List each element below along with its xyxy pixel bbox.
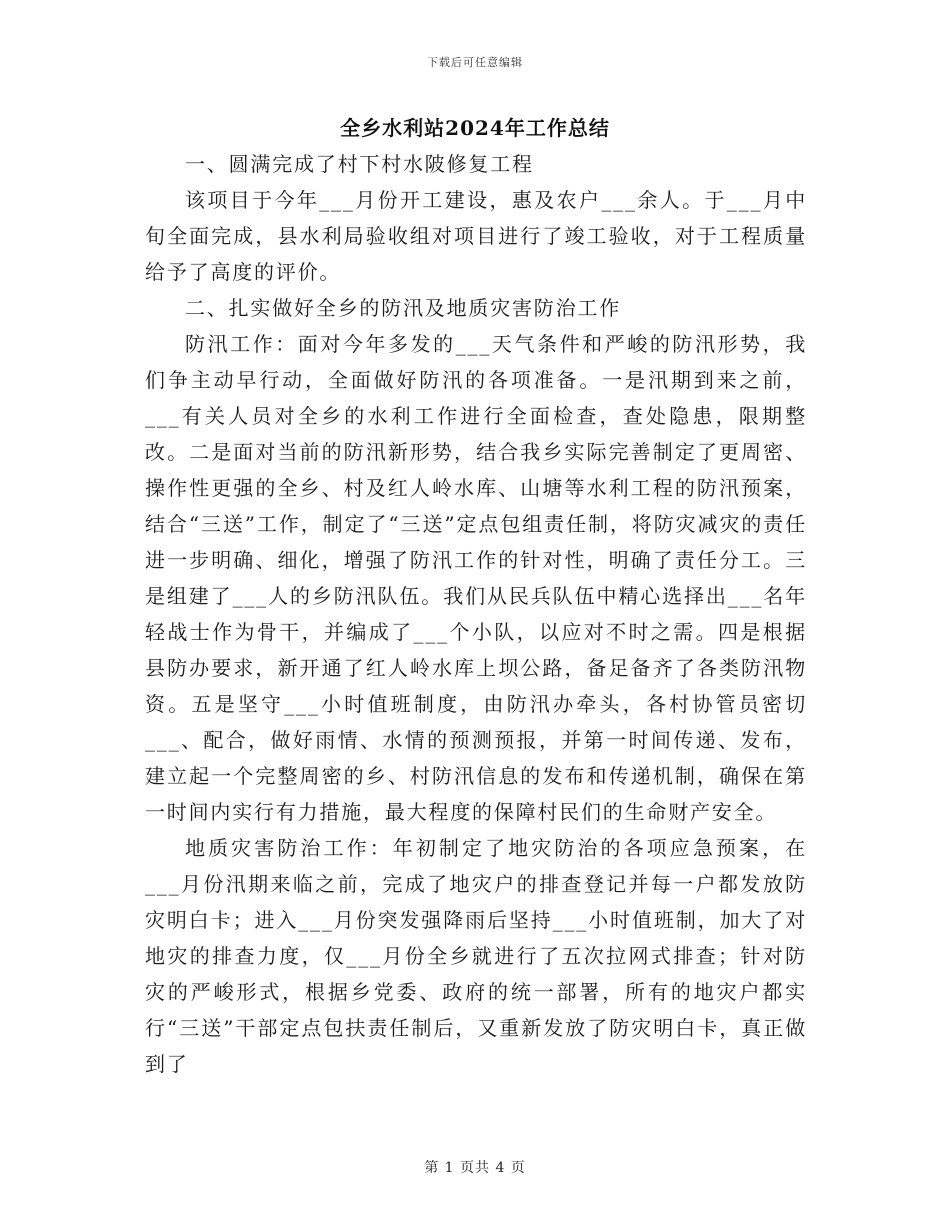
section-heading-1: 一、圆满完成了村下村水陂修复工程 (185, 152, 534, 176)
document-body (145, 146, 807, 1082)
paragraph-geological-disaster: 地质灾害防治工作：年初制定了地灾防治的各项应急预案，在___月份汛期来临之前，完成了地灾户的排查登记并每一户都发放防灾明白卡；进入___月份突发强降雨后坚持___小时值班制，加大了对地灾的排查力度，仅___月份全乡就进行了五次拉网式排查；针对防灾的严峻形式，根据乡党委、政府的统一部署，所有的地灾户都实行“三送”干部定点包扶责任制后，又重新发放了防灾明白卡，真正做到了 (145, 836, 807, 1076)
page-number: 第 1 页共 4 页 (424, 1160, 526, 1176)
document-title: 全乡水利站2024年工作总结 (340, 116, 610, 140)
paragraph-project: 该项目于今年___月份开工建设，惠及农户___余人。于___月中旬全面完成，县水利局验收组对项目进行了竣工验收，对于工程质量给予了高度的评价。 (145, 188, 807, 284)
page-header: 下载后可任意编辑 (427, 56, 523, 69)
section-heading-2: 二、扎实做好全乡的防汛及地质灾害防治工作 (185, 296, 621, 320)
paragraph-flood-control: 防汛工作：面对今年多发的___天气条件和严峻的防汛形势，我们争主动早行动，全面做好防汛的各项准备。一是汛期到来之前，___有关人员对全乡的水利工作进行全面检查，查处隐患，限期整改。二是面对当前的防汛新形势，结合我乡实际完善制定了更周密、操作性更强的全乡、村及红人岭水库、山塘等水利工程的防汛预案，结合“三送”工作，制定了“三送”定点包组责任制，将防灾减灾的责任进一步明确、细化，增强了防汛工作的针对性，明确了责任分工。三是组建了___人的乡防汛队伍。我们从民兵队伍中精心选择出___名年轻战士作为骨干，并编成了___个小队，以应对不时之需。四是根据县防办要求，新开通了红人岭水库上坝公路，备足备齐了各类防汛物资。五是坚守___小时值班制度，由防汛办牵头，各村协管员密切___、配合，做好雨情、水情的预测预报，并第一时间传递、发布，建立起一个完整周密的乡、村防汛信息的发布和传递机制，确保在第一时间内实行有力措施，最大程度的保障村民们的生命财产安全。 (145, 332, 807, 824)
